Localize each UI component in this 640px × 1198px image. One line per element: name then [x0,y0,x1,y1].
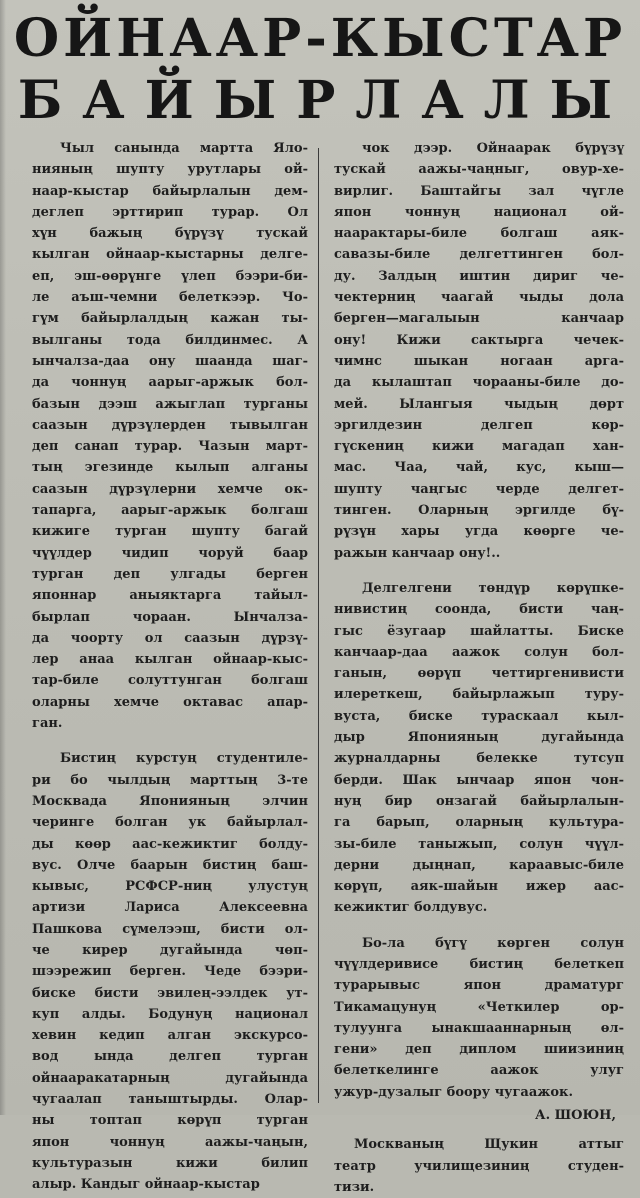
text-line: вирлиг. Баштайгы зал чүгле [334,183,624,199]
text-line: саазын дүрзүлерден тывылган [32,417,308,433]
text-line: ужур-дузалыг боору чугаажок. [334,1084,573,1100]
text-line: да чоннуң аарыг-аржык бол- [32,375,308,391]
text-line: тың эгезинде кылып алганы [32,460,308,476]
headline-line-1: ОЙНААР-КЫСТАР [13,8,627,69]
text-line: деглеп эрттирип турар. Ол [32,204,308,220]
text-line: че кирер дугайында чөп- [32,942,308,958]
text-line: ды көөр аас-кежиктиг болду- [32,836,308,852]
text-line: шупту чаңгыс черде делгет- [334,481,624,497]
text-line: журналдарны белекке тутсуп [334,751,624,767]
text-line: культуразын кижи билип [32,1155,308,1171]
author-signature: А. ШОЮН, [535,1108,616,1124]
author-affiliation-line: театр училищезиниң студен- [334,1158,624,1174]
text-line: чугаалап таныштырды. Олар- [32,1092,308,1108]
text-line: турарывыс япон драматург [334,978,624,994]
text-line: гени» деп диплом шиизиниң [334,1042,624,1058]
text-line: наар-кыстар байырлалын дем- [32,183,308,199]
text-line: тинген. Оларның эргилде бү- [334,503,624,519]
text-line: бырлап чораан. Ынчалза- [32,609,308,625]
text-line: тар-биле солуттунган болгаш [32,673,308,689]
text-line: Бистиң курстуң студентиле- [60,751,308,767]
text-line: кежиктиг болдувус. [334,900,488,916]
article-column-right [334,138,624,1198]
text-line: вуста, биске тураскаал кыл- [334,708,624,724]
text-line: гүскениң кижи магадап хан- [334,439,624,455]
text-line: базын дээш ажыглап турганы [32,396,308,412]
text-line: Москвада Японияның элчин [32,793,308,809]
text-line: Бо-ла бүгү көрген солун [362,935,624,951]
text-line: чүүлдер чидип чоруй баар [32,545,308,561]
text-line: да кылаштап чорааны-биле до- [334,375,624,391]
text-line: ражын канчаар ону!.. [334,545,501,561]
text-line: шээрежип берген. Чеде бээри- [32,964,308,980]
text-line: вус. Олче баарын бистиң баш- [32,857,308,873]
text-line: Тикамацунуң «Четкилер ор- [334,999,624,1015]
text-line: рүзүн хары угда көөрге че- [334,524,624,540]
text-line: вод ында делгеп турган [32,1049,308,1065]
text-line: ны топтап көрүп турган [32,1113,308,1129]
text-line: га барып, оларның культура- [334,815,624,831]
text-line: илереткеш, байырлажып туру- [334,687,624,703]
text-line: турган деп улгады берген [32,566,308,582]
text-line: алыр. Кандыг ойнаар-кыстар [32,1177,260,1193]
text-line: хевин кедип алган экскурсо- [32,1028,308,1044]
author-affiliation-line: тизи. [334,1179,375,1195]
text-line: нивистиң соонда, бисти чаң- [334,602,624,618]
text-line: ынчалза-даа ону шаанда шаг- [32,353,308,369]
text-line: ону! Кижи сактырга чечек- [334,332,624,348]
text-line: ду. Залдың иштин дириг че- [334,268,624,284]
article-column-left [32,138,308,1196]
text-line: тапарга, аарыг-аржык болгаш [32,503,308,519]
text-line: ри бо чылдың марттың 3-те [32,772,308,788]
column-divider [318,148,319,1103]
text-line: эргилдезин делгеп көр- [334,417,624,433]
text-line: нияның шупту урутлары ой- [32,162,308,178]
text-line: ойнааракатарның дугайында [32,1070,308,1086]
text-line: мас. Чаа, чай, кус, кыш— [334,460,624,476]
paragraph-gap [32,734,308,748]
text-line: канчаар-даа аажок солун бол- [334,644,624,660]
text-line: японнар аныяктарга тайыл- [32,588,308,604]
text-line: тускай аажы-чаңныг, овур-хе- [334,162,624,178]
text-line: Пашкова сүмелээш, бисти ол- [32,921,308,937]
text-line: Делгелгени төндүр көрүпке- [362,580,624,596]
text-line: хүн бажың бүрүзү тускай [32,226,308,242]
text-line: оларны хемче октавас апар- [32,694,308,710]
text-line: зы-биле таныжып, солун чүүл- [334,836,624,852]
text-line: деп санап турар. Чазын март- [32,439,308,455]
text-line: берген—магалыын канчаар [334,311,624,327]
text-line: черинге болган ук байырлал- [32,815,308,831]
text-line: берди. Шак ынчаар япон чон- [334,772,624,788]
text-line: савазы-биле делгеттинген бол- [334,247,624,263]
text-line: ле аъш-чемни белеткээр. Чо- [32,290,308,306]
text-line: белеткелинге аажок улуг [334,1063,624,1079]
text-line: артизи Лариса Алексеевна [32,900,308,916]
text-line: да чоорту ол саазын дүрзү- [32,630,308,646]
text-line: япон чоннуң национал ой- [334,204,624,220]
text-line: ганын, өөрүп четтиргенивисти [334,666,624,682]
text-line: ган. [32,716,63,732]
text-line: чүүлдеривисе бистиң белеткеп [334,956,624,972]
text-line: кылган ойнаар-кыстарны делге- [32,247,308,263]
text-line: биске бисти эвилең-ээлдек ут- [32,985,308,1001]
text-line: наарактары-биле болгаш аяк- [334,226,624,242]
paragraph-gap [334,919,624,933]
headline-line-2: БАЙЫРЛАЛЫ [17,70,633,131]
text-line: дерни дыңнап, караавыс-биле [334,857,624,873]
text-line: дыр Японияның дугайында [334,730,624,746]
text-line: еп, эш-өөрүнге үлеп бээри-би- [32,268,308,284]
text-line: нуң бир онзагай байырлалын- [334,793,624,809]
text-line: кижиге турган шупту багай [32,524,308,540]
text-line: Чыл санында мартта Яло- [60,141,308,156]
text-line: япон чоннуң аажы-чаңын, [32,1134,308,1150]
text-line: чектерниң чаагай чыды дола [334,290,624,306]
text-line: вылганы тода билдинмес. А [32,332,308,348]
text-line: куп алды. Бодунуң национал [32,1006,308,1022]
text-line: лер анаа кылган ойнаар-кыс- [32,652,308,668]
text-line: саазын дүрзүлерни хемче ок- [32,481,308,497]
text-line: гыс ёзугаар шайлатты. Биске [334,623,624,639]
author-affiliation-line: Москваның Щукин аттыг [354,1137,624,1153]
text-line: чимнс шыкан ногаан арга- [334,353,624,369]
paragraph-gap [334,1126,624,1134]
text-line: чок дээр. Ойнаарак бүрүзү [362,141,624,156]
paragraph-gap [334,564,624,578]
text-line: тулуунга ынакшааннарның өл- [334,1020,624,1036]
text-line: көрүп, аяк-шайын ижер аас- [334,879,624,895]
text-line: гүм байырлалдың кажан ты- [32,311,308,327]
text-line: кывыс, РСФСР-ниң улустуң [32,879,308,895]
text-line: мей. Ылангыя чыдың дөрт [334,396,624,412]
page-edge-shadow [0,0,6,1115]
